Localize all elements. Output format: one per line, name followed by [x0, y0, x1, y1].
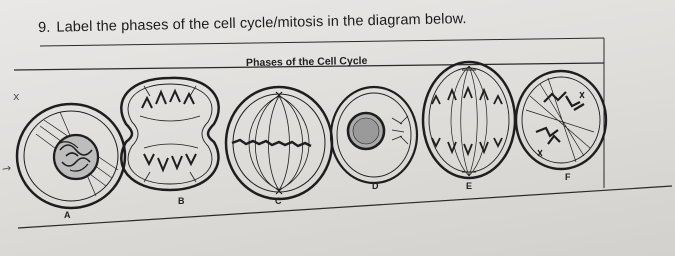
label-b: B	[178, 196, 185, 206]
cell-f-prometaphase	[516, 71, 606, 169]
question-underline	[40, 38, 604, 46]
label-e: E	[466, 181, 473, 191]
question-number: 9.	[38, 19, 51, 36]
diagram-title: Phases of the Cell Cycle	[245, 54, 368, 70]
cell-e-anaphase	[423, 62, 515, 178]
cell-c-metaphase	[226, 87, 332, 199]
label-f: F	[565, 172, 571, 182]
label-c: C	[275, 196, 282, 206]
label-d: D	[372, 181, 379, 191]
margin-arrow-mark: →	[0, 161, 13, 176]
question-text: Label the phases of the cell cycle/mitosis in the diagram below.	[56, 11, 467, 36]
label-a: A	[64, 210, 71, 220]
diagram-bottom-border	[18, 186, 672, 228]
margin-x-mark: x	[13, 90, 20, 103]
cell-d-prophase	[331, 87, 417, 183]
cell-a-interphase	[17, 104, 125, 208]
cell-b-telophase	[121, 78, 218, 190]
